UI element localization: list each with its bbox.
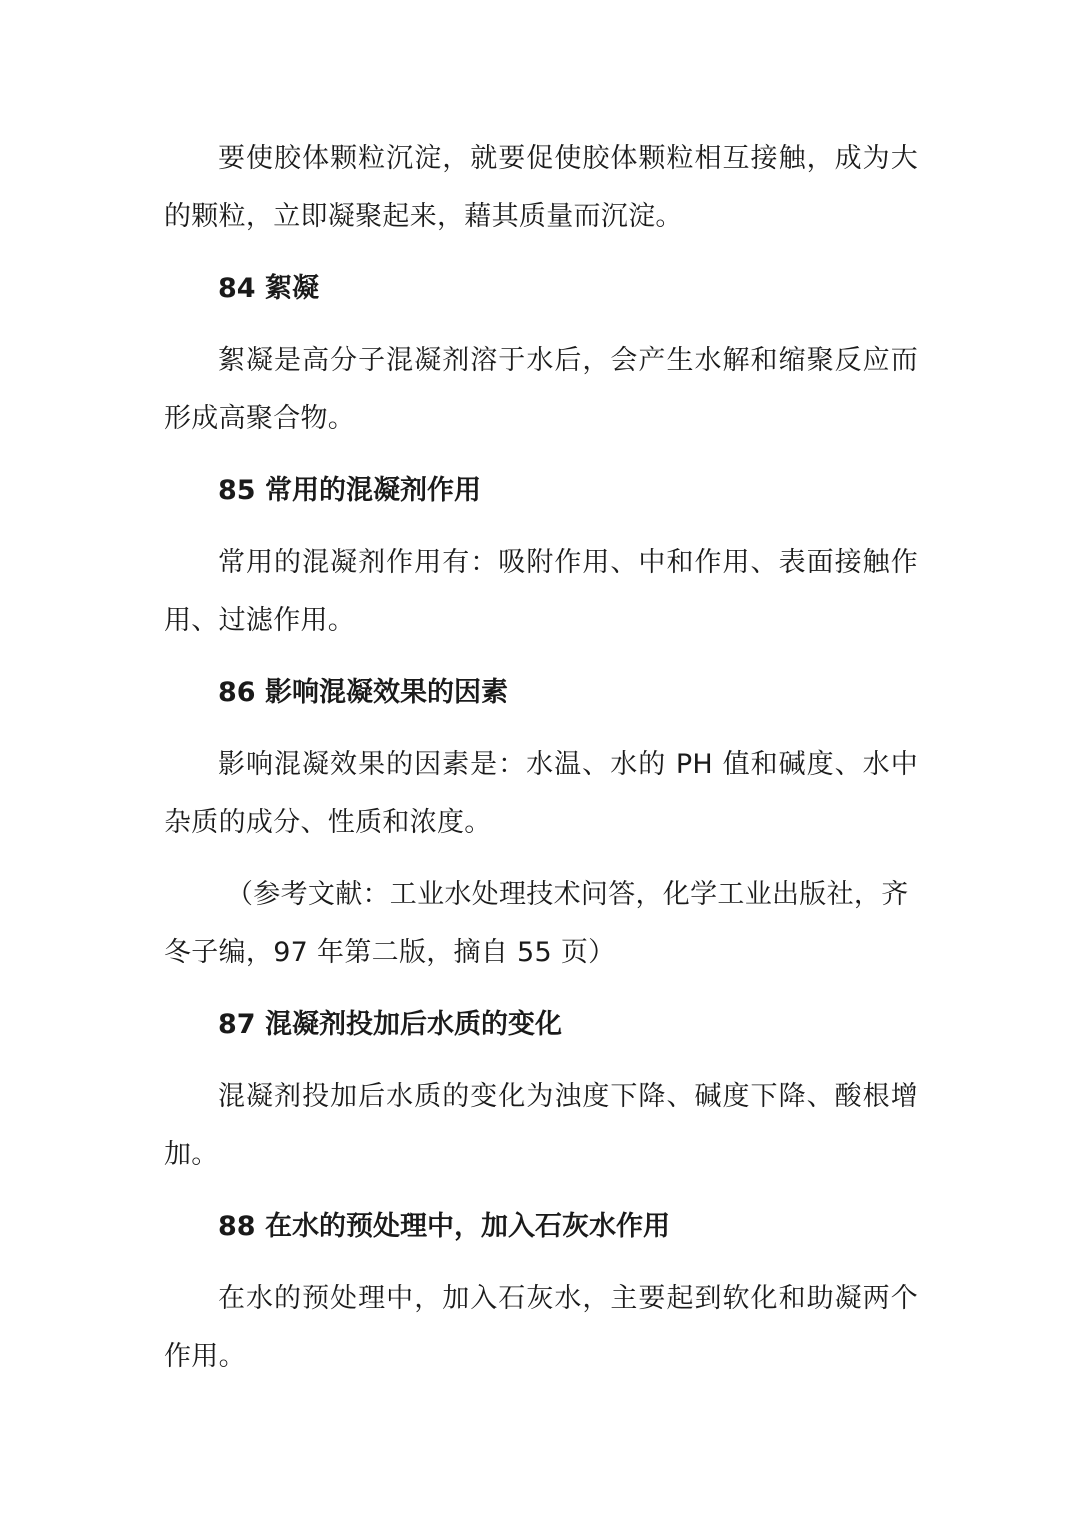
heading-85: 85 常用的混凝剂作用 [218,475,481,506]
intro-paragraph: 要使胶体颗粒沉淀，就要促使胶体颗粒相互接触，成为大的颗粒，立即凝聚起来，藉其质量而沉淀。 [164,143,918,232]
paragraph-84: 絮凝是高分子混凝剂溶于水后，会产生水解和缩聚反应而形成高聚合物。 [164,345,918,434]
paragraph-87: 混凝剂投加后水质的变化为浊度下降、碱度下降、酸根增加。 [164,1081,918,1170]
paragraph-85: 常用的混凝剂作用有：吸附作用、中和作用、表面接触作用、过滤作用。 [164,547,918,636]
heading-86: 86 影响混凝效果的因素 [218,677,508,708]
heading-87: 87 混凝剂投加后水质的变化 [218,1009,562,1040]
heading-88: 88 在水的预处理中，加入石灰水作用 [218,1211,670,1242]
reference-note: （参考文献：工业水处理技术问答，化学工业出版社，齐冬子编，97 年第二版，摘自 55 页） [164,879,909,968]
document-page [164,130,918,1386]
heading-84: 84 絮凝 [218,273,319,304]
paragraph-88: 在水的预处理中，加入石灰水，主要起到软化和助凝两个作用。 [164,1283,918,1372]
paragraph-86: 影响混凝效果的因素是：水温、水的 PH 值和碱度、水中杂质的成分、性质和浓度。 [164,749,918,838]
